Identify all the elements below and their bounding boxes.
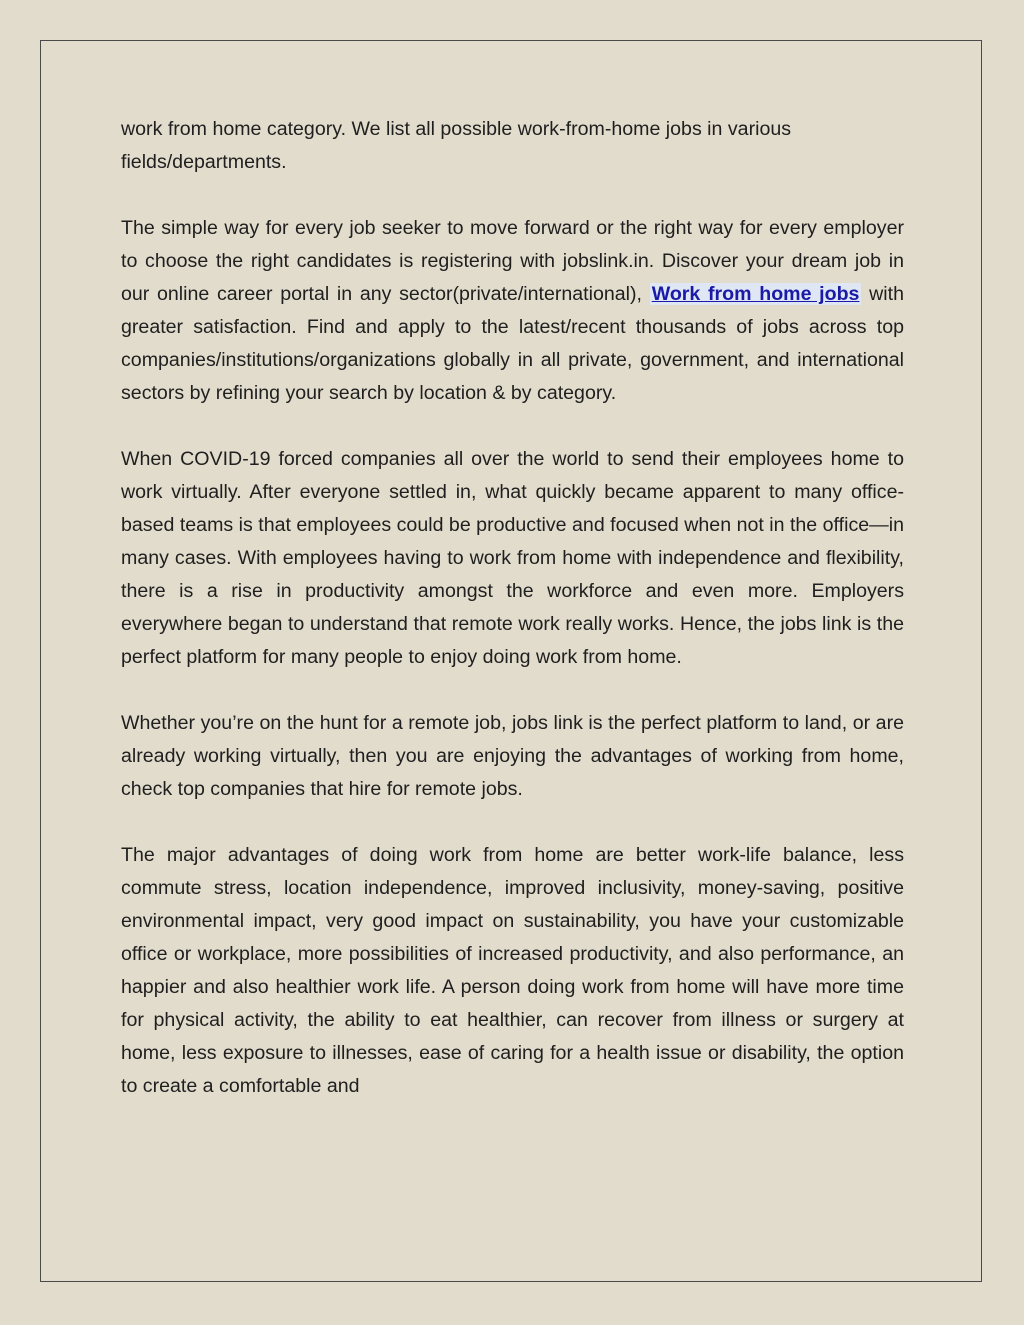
paragraph-intro: work from home category. We list all possible work-from-home jobs in various fields/departments. — [121, 118, 792, 173]
paragraph-advantages: The major advantages of doing work from home are better work-life balance, less commute stress, location independence, improved inclusivity, money-saving, positive environmental impact, very good impact on sustainability, you have your customizable office or workplace, more possibilities of increased productivity, and also performance, an happier and also healthier work life. A person doing work from home will have more time for physical activity, the ability to eat healthier, can recover from illness or surgery at home, less exposure to illnesses, ease of caring for a health issue or disability, the option to create a comfortable and — [121, 844, 904, 1097]
paragraph-covid: When COVID-19 forced companies all over the world to send their employees home to work virtually. After everyone settled in, what quickly became apparent to many office-based teams is that employees could be productive and focused when not in the office—in many cases. With employees having to work from home with independence and flexibility, there is a rise in productivity amongst the workforce and even more. Employers everywhere began to understand that remote work really works. Hence, the jobs link is the perfect platform for many people to enjoy doing work from home. — [121, 448, 904, 668]
paragraph-jobslink-text-before: The simple way for every job seeker to move forward or the right way for every employer to choose the right candidates is registering with jobslink.in. Discover your dream job in our online career portal in any sector(private/international), — [121, 217, 904, 305]
paragraph-jobslink — [121, 212, 904, 410]
paragraph-remote-hunt: Whether you’re on the hunt for a remote job, jobs link is the perfect platform to land, or are already working virtually, then you are enjoying the advantages of working from home, check top companies that hire for remote jobs. — [121, 712, 904, 800]
work-from-home-jobs-link[interactable]: Work from home jobs — [651, 283, 860, 305]
paragraph-jobslink-text-after: with greater satisfaction. Find and apply to the latest/recent thousands of jobs across top companies/institutions/organizations globally in all private, government, and international sectors by refining your search by location & by category. — [121, 283, 905, 404]
document-body — [121, 113, 904, 1103]
